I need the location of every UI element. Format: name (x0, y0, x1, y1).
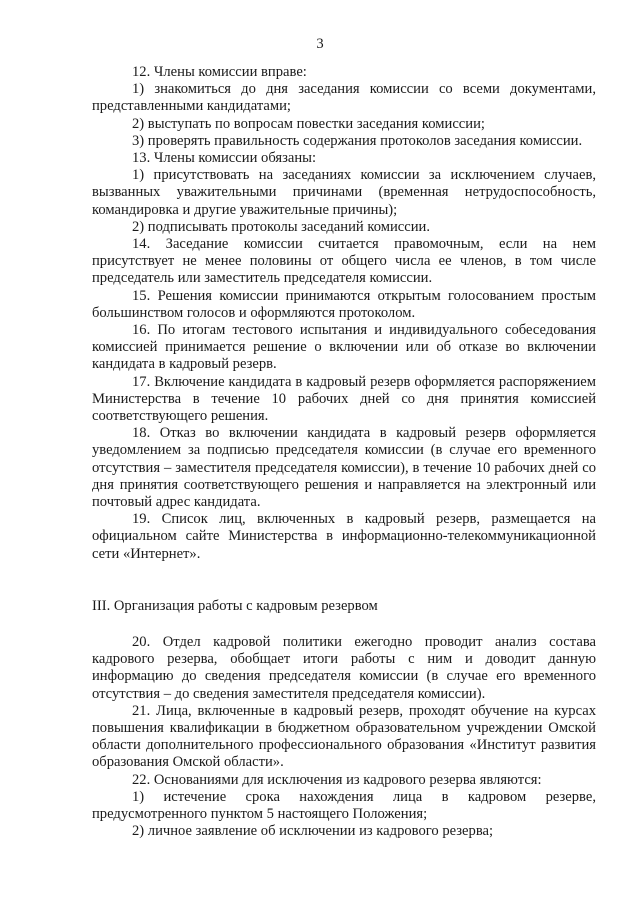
paragraph-20: 20. Отдел кадровой политики ежегодно проводит анализ состава кадрового резерва, обобщает итоги работы с ним и доводит данную информацию до сведения председателя комиссии (в случае его временного отсутствия – до сведения заместителя председателя комиссии). (92, 634, 596, 702)
paragraph-22-2: 2) личное заявление об исключении из кадрового резерва; (132, 823, 494, 840)
paragraph-12-1: 1) знакомиться до дня заседания комиссии со всеми документами, представленными кандидатами; (92, 81, 596, 115)
paragraph-12-2: 2) выступать по вопросам повестки заседания комиссии; (132, 115, 485, 132)
paragraph-13-2: 2) подписывать протоколы заседаний комиссии. (132, 218, 430, 235)
paragraph-22: 22. Основаниями для исключения из кадрового резерва являются: (132, 771, 542, 788)
page-number: 3 (316, 36, 324, 52)
section-bottom (92, 634, 596, 840)
paragraph-12: 12. Члены комиссии вправе: (132, 64, 307, 80)
paragraph-21: 21. Лица, включенные в кадровый резерв, проходят обучение на курсах повышения квалификации в бюджетном образовательном учреждении Омской области дополнительного профессионального образования «Институт развития образования Омской области». (92, 702, 596, 771)
paragraph-22-1: 1) истечение срока нахождения лица в кадровом резерве, предусмотренного пунктом 5 настоящего Положения; (92, 788, 596, 823)
paragraph-14: 14. Заседание комиссии считается правомочным, если на нем присутствует не менее половины от общего числа ее членов, в том числе председатель или заместитель председателя комиссии. (92, 236, 596, 287)
paragraph-19: 19. Список лиц, включенных в кадровый резерв, размещается на официальном сайте Министерства в информационно-телекоммуникационной сети «Интернет». (92, 511, 596, 562)
paragraph-12-3: 3) проверять правильность содержания протоколов заседания комиссии. (132, 132, 583, 149)
paragraph-16: 16. По итогам тестового испытания и индивидуального собеседования комиссией принимается решение о включении или об отказе во включении кандидата в кадровый резерв. (92, 322, 596, 373)
paragraph-18: 18. Отказ во включении кандидата в кадровый резерв оформляется уведомлением за подписью председателя комиссии (в случае его временного отсутствия – заместителя председателя комиссии), в течение 10 рабочих дней со дня принятия соответствующего решения и направляется на электронный или почтовый адрес кандидата. (92, 425, 596, 511)
paragraph-13-1: 1) присутствовать на заседаниях комиссии за исключением случаев, вызванных уважительными причинами (временная нетрудоспособность, командировка и другие уважительные причины); (92, 167, 596, 218)
section-heading: III. Организация работы с кадровым резервом (92, 598, 378, 614)
paragraph-17: 17. Включение кандидата в кадровый резерв оформляется распоряжением Министерства в течение 10 рабочих дней со дня принятия комиссией соответствующего решения. (92, 373, 596, 425)
paragraph-13: 13. Члены комиссии обязаны: (132, 150, 317, 167)
section-heading-block (92, 598, 596, 615)
section-top (92, 64, 596, 563)
paragraph-15: 15. Решения комиссии принимаются открытым голосованием простым большинством голосов и оформляются протоколом. (92, 287, 596, 321)
